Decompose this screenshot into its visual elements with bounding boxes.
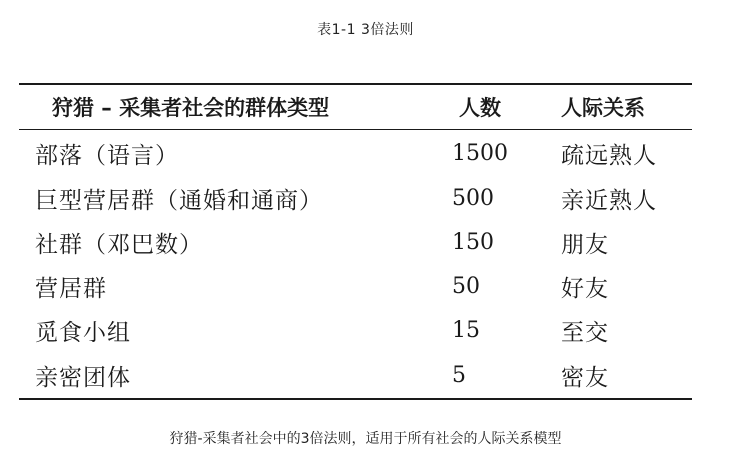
header-row [19,85,692,130]
cell-relationship: 好友 [561,275,609,302]
cell-count: 5 [452,362,466,388]
cell-relationship: 朋友 [561,231,609,258]
header-group-type: 狩猎 – 采集者社会的群体类型 [19,85,447,130]
cell-group-type: 觅食小组 [35,319,131,346]
cell-count: 150 [452,229,494,255]
cell-relationship: 至交 [561,319,609,346]
cell-relationship: 密友 [561,364,609,391]
table-row [19,176,692,220]
table-header [19,85,692,130]
cell-group-type: 社群（邓巴数） [35,231,203,258]
table-row [19,220,692,264]
table-caption: 表1-1 3倍法则 [317,22,414,38]
table-row [19,130,692,177]
header-count: 人数 [447,85,553,130]
cell-count: 500 [452,185,494,211]
cell-group-type: 部落（语言） [35,142,179,169]
header-relationship: 人际关系 [553,85,692,130]
cell-relationship: 亲近熟人 [561,187,657,214]
table-body [19,130,692,399]
cell-relationship: 疏远熟人 [561,142,657,169]
rule-of-three-table [19,83,692,400]
table-row [19,352,692,398]
cell-count: 50 [452,273,480,299]
cell-count: 15 [452,317,480,343]
cell-group-type: 营居群 [35,275,107,302]
cell-group-type: 巨型营居群（通婚和通商） [35,187,323,214]
table-row [19,264,692,308]
table-row [19,308,692,352]
data-table [19,85,692,398]
table-footnote: 狩猎-采集者社会中的3倍法则，适用于所有社会的人际关系模型 [169,431,562,447]
cell-group-type: 亲密团体 [35,364,131,391]
cell-count: 1500 [452,140,508,166]
